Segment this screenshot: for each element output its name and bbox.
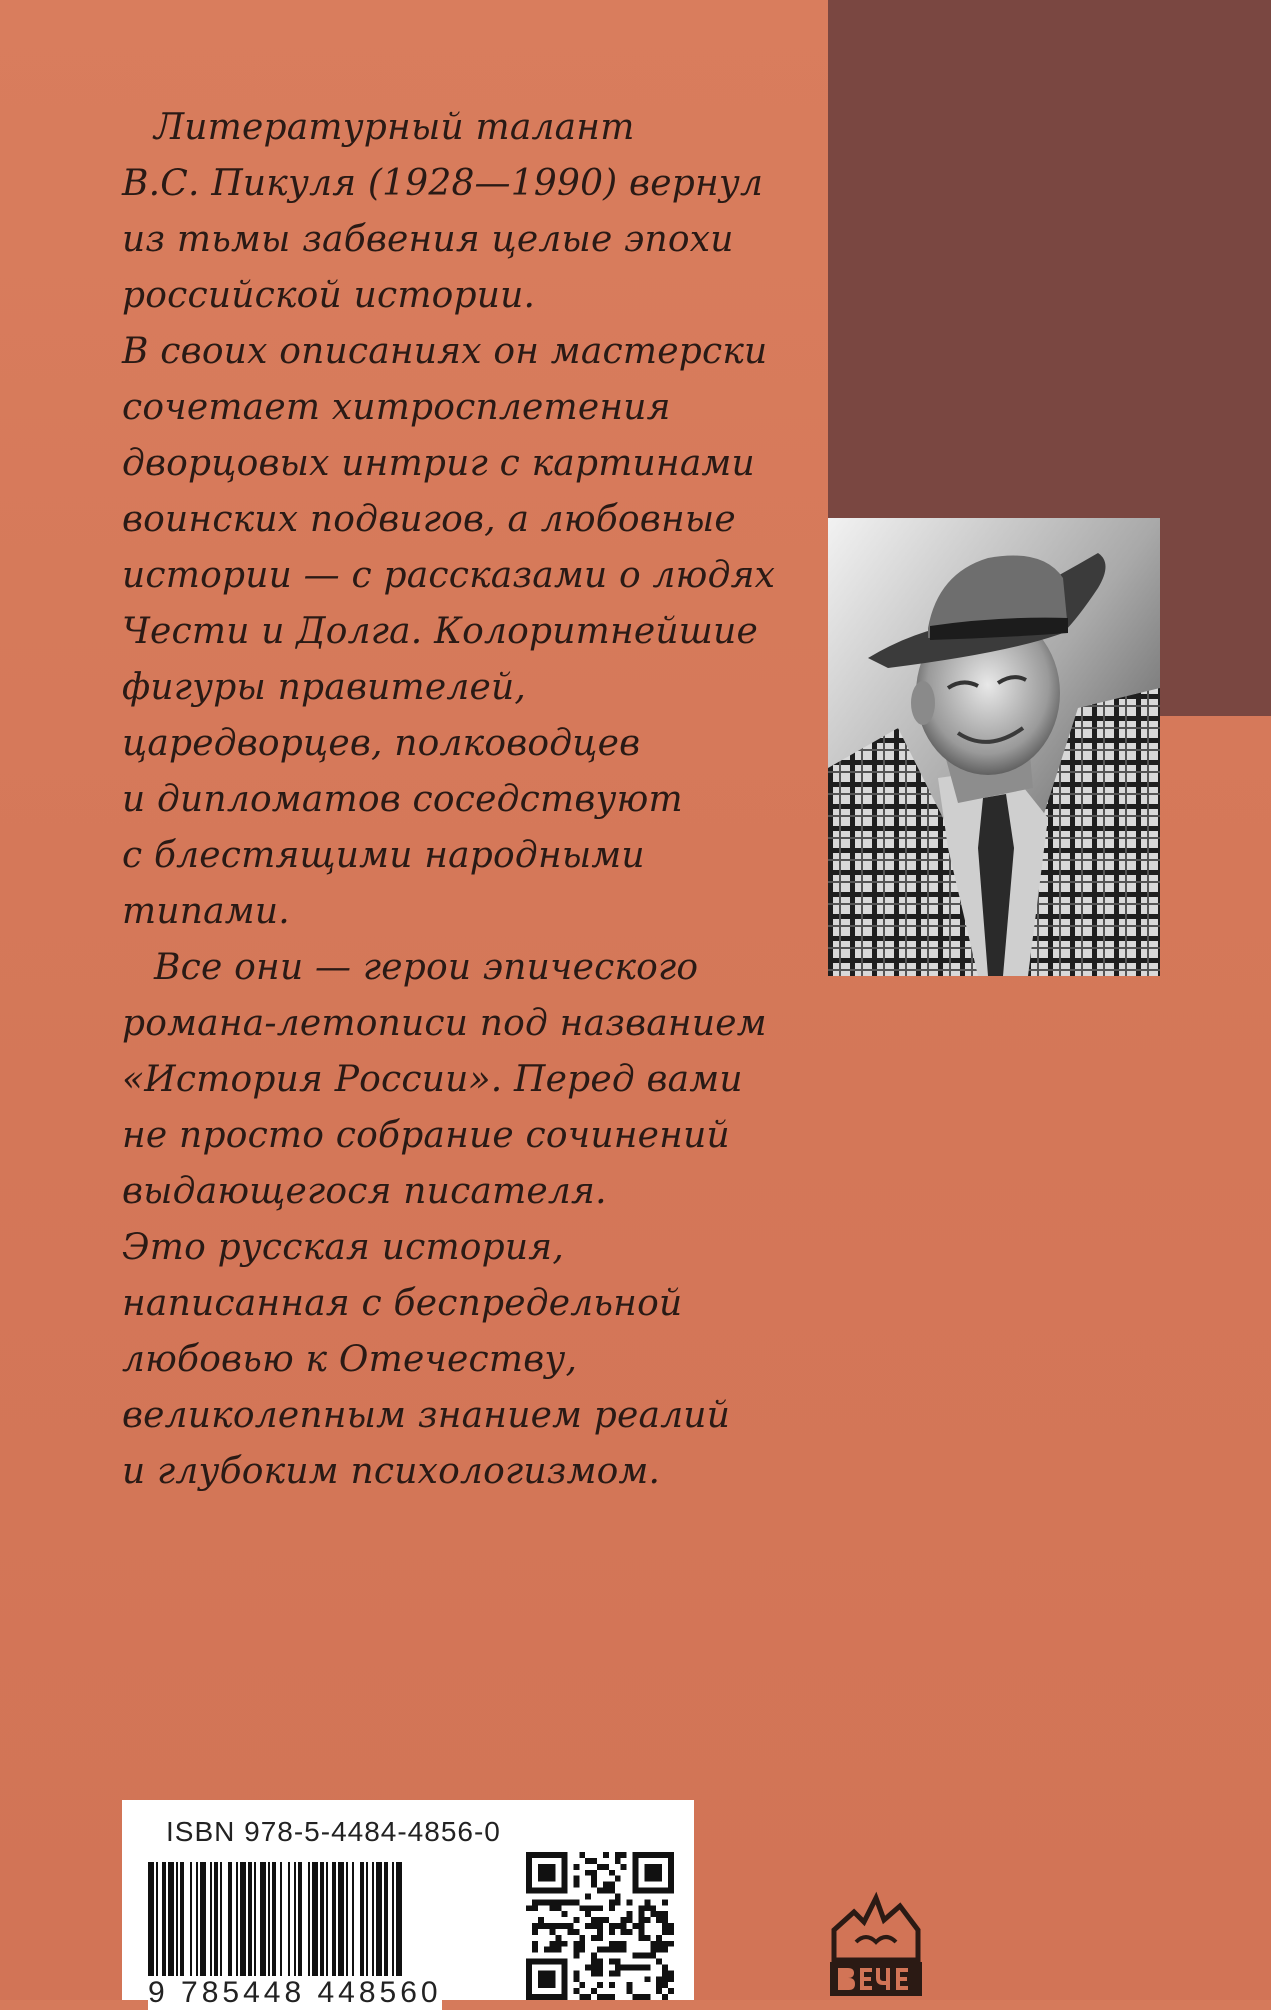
blurb-line: любовью к Отечеству, xyxy=(122,1339,578,1380)
blurb-line: великолепным знанием реалий xyxy=(122,1395,731,1436)
blurb-line: Литературный талант xyxy=(154,107,635,148)
author-photo-icon xyxy=(828,518,1160,976)
blurb-line: истории — с рассказами о людях xyxy=(122,555,776,596)
barcode-digits: 9 785448 448560 xyxy=(148,1976,442,2009)
blurb-line: не просто собрание сочинений xyxy=(122,1115,730,1156)
blurb-line: сочетает хитросплетения xyxy=(122,387,671,428)
blurb-line: В своих описаниях он мастерски xyxy=(122,331,768,372)
blurb-line: типами. xyxy=(122,891,290,932)
isbn-label: ISBN 978-5-4484-4856-0 xyxy=(166,1816,501,1847)
qr-code-icon xyxy=(526,1852,674,2000)
book-description xyxy=(122,100,822,1500)
blurb-line: «История России». Перед вами xyxy=(122,1059,743,1100)
blurb-line: и дипломатов соседствуют xyxy=(122,779,683,820)
blurb-line: дворцовых интриг с картинами xyxy=(122,443,755,484)
blurb-line: Все они — герои эпического xyxy=(154,947,699,988)
blurb-line: и глубоким психологизмом. xyxy=(122,1451,661,1492)
blurb-line: из тьмы забвения целые эпохи xyxy=(122,219,734,260)
blurb-line: Чести и Долга. Колоритнейшие xyxy=(122,611,758,652)
blurb-line: выдающегося писателя. xyxy=(122,1171,607,1212)
veche-publisher-logo-icon xyxy=(826,1890,926,2000)
blurb-line: Это русская история, xyxy=(122,1227,564,1268)
blurb-line: с блестящими народными xyxy=(122,835,645,876)
blurb-line: фигуры правителей, xyxy=(122,667,526,708)
blurb-line: романа-летописи под названием xyxy=(122,1003,767,1044)
isbn-barcode-panel xyxy=(122,1800,694,2009)
blurb-line: воинских подвигов, а любовные xyxy=(122,499,736,540)
blurb-line: царедворцев, полководцев xyxy=(122,723,641,764)
blurb-line: российской истории. xyxy=(122,275,536,316)
blurb-line: В.С. Пикуля (1928—1990) вернул xyxy=(122,163,764,204)
blurb-line: написанная с беспредельной xyxy=(122,1283,683,1324)
